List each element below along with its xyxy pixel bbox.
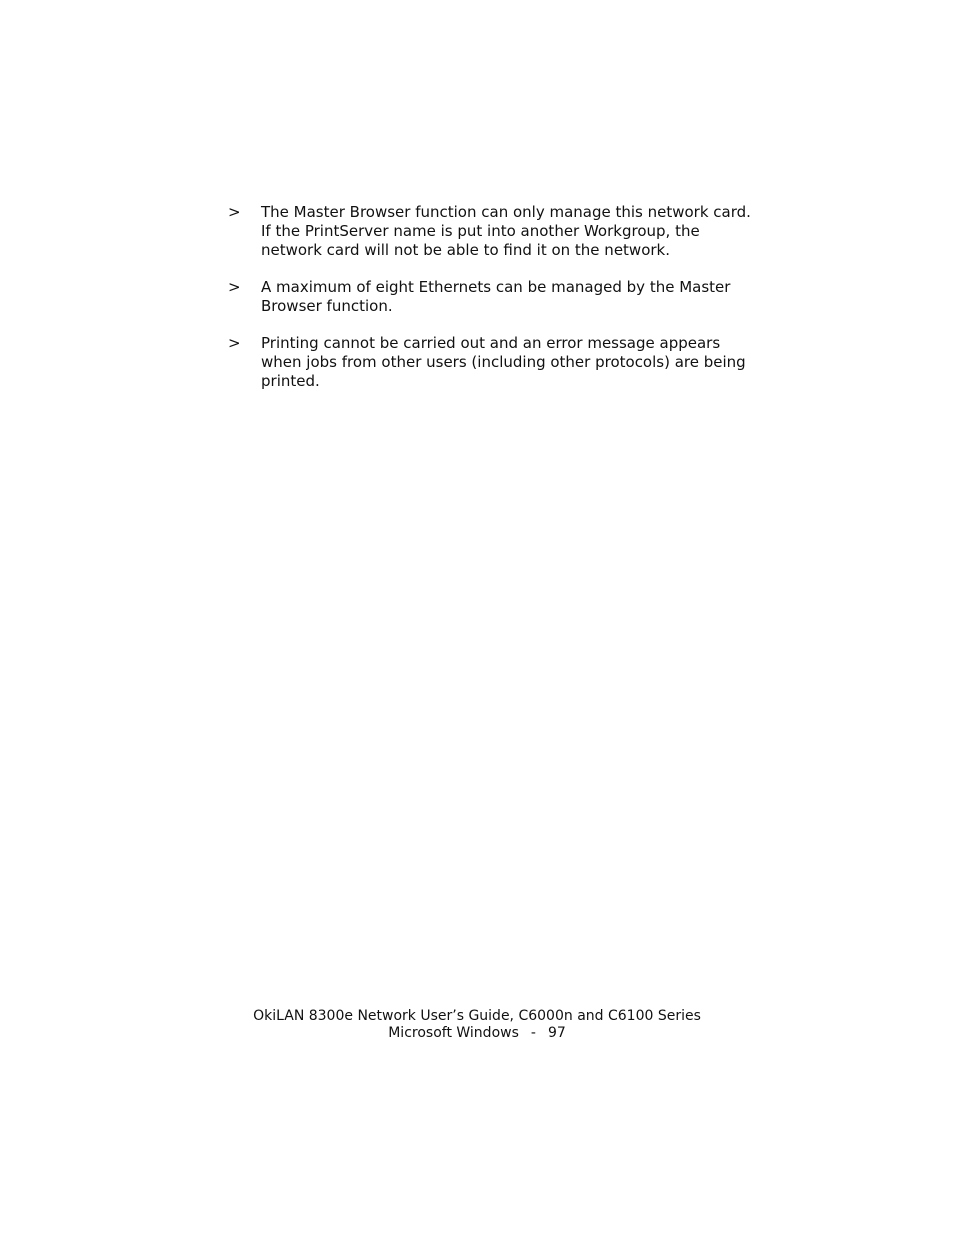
page-footer (0, 1008, 954, 1042)
bullet-item (228, 278, 758, 316)
bullet-list (228, 203, 758, 409)
bullet-text: Printing cannot be carried out and an error message appears when jobs from other users (including other protocols) are being printed. (261, 334, 746, 390)
footer-title: OkiLAN 8300e Network User’s Guide, C6000n and C6100 Series (253, 1008, 701, 1024)
footer-separator: - (530, 1025, 536, 1041)
bullet-marker: > (228, 334, 241, 352)
bullet-text: The Master Browser function can only manage this network card. If the PrintServer name is put into another Workgroup, the network card will not be able to find it on the network. (261, 203, 751, 259)
bullet-text: A maximum of eight Ethernets can be managed by the Master Browser function. (261, 278, 731, 315)
footer-section: Microsoft Windows (388, 1025, 519, 1041)
bullet-item (228, 203, 758, 260)
bullet-marker: > (228, 278, 241, 296)
footer-section-line (0, 1025, 954, 1042)
bullet-item (228, 334, 758, 391)
page-number: 97 (547, 1025, 566, 1041)
bullet-marker: > (228, 203, 241, 221)
